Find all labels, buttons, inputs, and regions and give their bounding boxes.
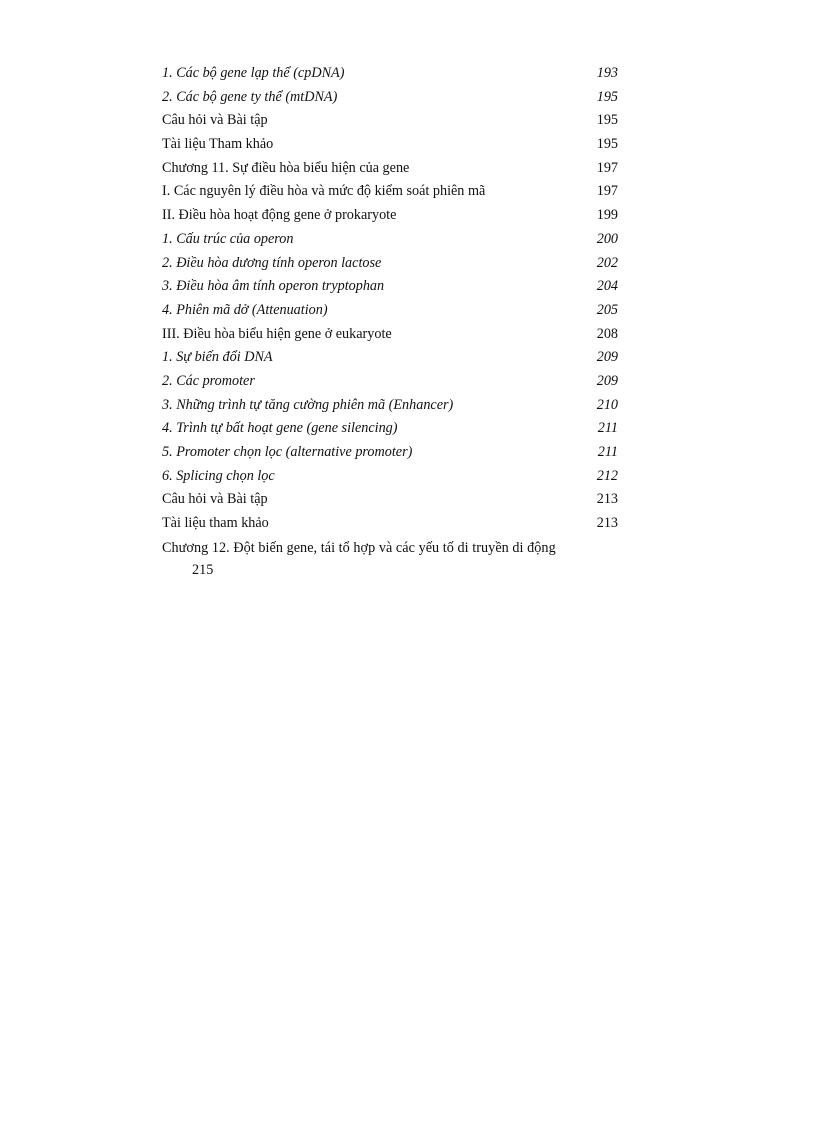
toc-page-number: 209 xyxy=(596,349,618,366)
toc-entry-label: 4. Phiên mã dở (Attenuation) xyxy=(162,301,328,318)
toc-row[interactable] xyxy=(162,133,618,157)
toc-entry-label: 6. Splicing chọn lọc xyxy=(162,467,275,484)
toc-row[interactable] xyxy=(162,370,618,394)
toc-row-chapter-12[interactable] xyxy=(162,537,618,581)
toc-entry-label: I. Các nguyên lý điều hòa và mức độ kiểm soát phiên mã xyxy=(162,183,486,200)
toc-entry-label: Chương 11. Sự điều hòa biểu hiện của gene xyxy=(162,159,410,176)
toc-page-number: 213 xyxy=(596,491,618,508)
toc-row[interactable] xyxy=(162,180,618,204)
toc-entry-label: II. Điều hòa hoạt động gene ở prokaryote xyxy=(162,207,397,224)
toc-row[interactable] xyxy=(162,204,618,228)
toc-row[interactable] xyxy=(162,488,618,512)
toc-page-number: 210 xyxy=(596,396,618,413)
toc-page-number: 195 xyxy=(596,112,618,129)
toc-page-number: 205 xyxy=(596,301,618,318)
toc-page-number: 200 xyxy=(596,230,618,247)
toc-row[interactable] xyxy=(162,228,618,252)
toc-entry-label: Câu hỏi và Bài tập xyxy=(162,491,268,508)
toc-row[interactable] xyxy=(162,441,618,465)
toc-entry-label: 5. Promoter chọn lọc (alternative promoter) xyxy=(162,444,413,460)
toc-entry-label: Câu hỏi và Bài tập xyxy=(162,112,268,129)
toc-row[interactable] xyxy=(162,109,618,133)
toc-row[interactable] xyxy=(162,86,618,110)
toc-entry-label: 1. Các bộ gene lạp thể (cpDNA) xyxy=(162,65,345,81)
toc-row[interactable] xyxy=(162,157,618,181)
toc-row[interactable] xyxy=(162,512,618,536)
toc-entry-label: 3. Những trình tự tăng cường phiên mã (Enhancer) xyxy=(162,396,454,413)
toc-row[interactable] xyxy=(162,394,618,418)
toc-row[interactable] xyxy=(162,275,618,299)
toc-row[interactable] xyxy=(162,346,618,370)
table-of-contents xyxy=(162,62,618,580)
toc-page-number: 211 xyxy=(597,420,618,437)
toc-page-number: 199 xyxy=(596,207,618,224)
toc-page-number: 197 xyxy=(596,183,618,200)
toc-row[interactable] xyxy=(162,252,618,276)
toc-entry-label: 4. Trình tự bất hoạt gene (gene silencing) xyxy=(162,420,398,437)
toc-entry-label: Tài liệu Tham khảo xyxy=(162,136,274,153)
toc-page-number: 202 xyxy=(596,254,618,271)
toc-entry-label: Chương 12. Đột biến gene, tái tổ hợp và các yếu tố di truyền di động xyxy=(162,539,556,556)
toc-row[interactable] xyxy=(162,323,618,347)
toc-page-number: 215 xyxy=(192,562,214,579)
toc-row[interactable] xyxy=(162,62,618,86)
toc-entry-label: 2. Điều hòa dương tính operon lactose xyxy=(162,254,382,271)
toc-page-number: 213 xyxy=(596,515,618,532)
toc-page-number: 208 xyxy=(596,325,618,342)
toc-page-number: 195 xyxy=(596,136,618,153)
toc-row[interactable] xyxy=(162,299,618,323)
toc-page-number: 209 xyxy=(596,372,618,389)
toc-entry-label: 1. Sự biến đổi DNA xyxy=(162,349,273,366)
toc-entry-label: 2. Các bộ gene ty thể (mtDNA) xyxy=(162,88,338,105)
toc-entry-label: 3. Điều hòa âm tính operon tryptophan xyxy=(162,278,385,295)
toc-row[interactable] xyxy=(162,417,618,441)
toc-page-number: 195 xyxy=(596,88,618,105)
toc-entry-label: III. Điều hòa biểu hiện gene ở eukaryote xyxy=(162,325,392,342)
toc-entry-label: 2. Các promoter xyxy=(162,372,255,389)
toc-row[interactable] xyxy=(162,465,618,489)
toc-entry-label: Tài liệu tham khảo xyxy=(162,515,269,532)
toc-page-number: 204 xyxy=(596,278,618,295)
toc-page-number: 211 xyxy=(597,444,618,460)
toc-page-number: 197 xyxy=(596,159,618,176)
toc-page-number: 193 xyxy=(596,65,618,81)
toc-page-number: 212 xyxy=(596,467,618,484)
toc-entry-label: 1. Cấu trúc của operon xyxy=(162,230,294,247)
